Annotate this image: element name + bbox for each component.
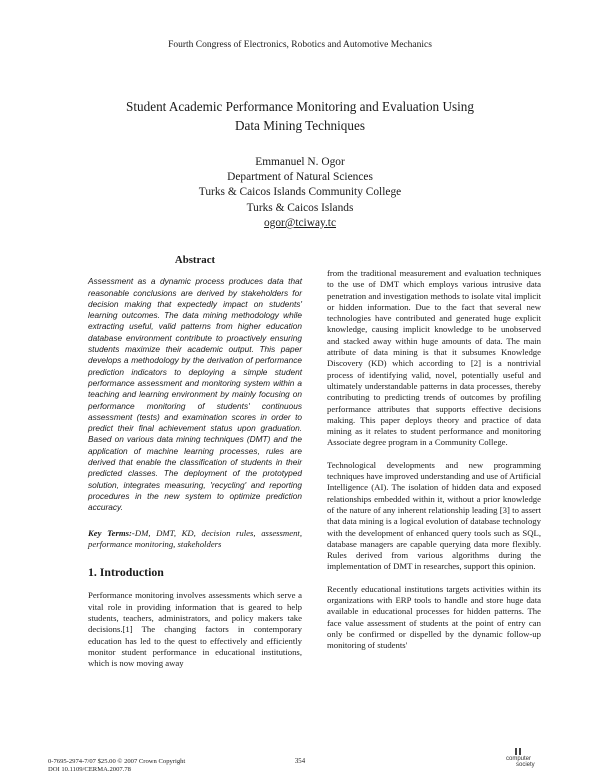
intro-paragraph-4: Recently educational institutions targets activities within its organizations with ERP tools to handle and store huge data available in educational processes for hidden patterns. The face value assessment of students at the point of entry can only be confirmed or dispelled by the dynamic follow-up monitoring of students' [327,583,541,651]
abstract-heading: Abstract [174,254,216,266]
paper-title [90,97,510,135]
section-heading: 1. Introduction [88,565,164,580]
author-block [0,155,600,231]
footer-isbn: 0-7695-2974-7/07 $25.00 © 2007 Crown Copyright [48,758,186,765]
affiliation-location: Turks & Caicos Islands [246,201,354,214]
computer-society-logo [504,748,552,770]
key-terms-label: Key Terms:- [88,527,135,538]
affiliation-college: Turks & Caicos Islands Community College [198,186,402,199]
running-header: Fourth Congress of Electronics, Robotics and Automotive Mechanics [168,40,432,50]
intro-paragraph-3: Technological developments and new programming techniques have improved understanding and use of Artificial Intelligence (AI). The isolation of hidden data and exposed relationships embedded within it, without a prior knowledge of the nature of any inherent relationship leading [3] to assert that data mining is a logical evolution of database technology with the development of enhanced query tools such as SQL, database managers are capable querying data more flexibly. Rules derived from various algorithms during the implementation of DMT in researches, support this opinion. [327,459,541,572]
affiliation-department: Department of Natural Sciences [227,171,373,184]
paper-title-line-2: Data Mining Techniques [235,118,365,133]
footer-doi: DOI 10.1109/CERMA.2007.78 [48,766,131,773]
paper-title-line-1: Student Academic Performance Monitoring and Evaluation Using [126,99,474,114]
page-number: 354 [294,758,306,765]
logo-text-line-2: society [516,762,535,768]
key-terms-text: DM, DMT, KD, decision rules, assessment, performance monitoring, stakeholders [88,527,302,549]
logo-text-line-1: computer [506,756,532,762]
key-terms [88,528,302,551]
intro-paragraph-2: from the traditional measurement and evaluation techniques to the use of DMT which employs various intrusive data penetration and investigation methods to isolate vital implicit or hidden information. Due to the fact that several new technologies have contributed and generated huge explicit knowledge, causing implicit knowledge to be unobserved and stacked away within huge amounts of data. The main attribute of data mining is that it subsumes Knowledge Discovery (KD) which according to [2] is a nontrivial process of identifying valid, novel, potentially useful and ultimately understandable patterns in data processes, thereby contributing to predicting trends of outcomes by profiling performance attributes that supports effective decisions making. This paper deploys theory and practice of data mining as it relates to student performance and monitoring Associate degree program in a Community College. [327,268,541,448]
author-email-link[interactable]: ogor@tciway.tc [263,216,337,229]
right-column [327,268,541,652]
intro-paragraph-1: Performance monitoring involves assessments which serve a vital role in providing information that is geared to help students, teachers, administrators, and policy makers take decisions.[1] The changing factors in contemporary education has led to the quest to effectively and efficiently monitor student performance in educational institutions, which is now moving away [88,590,302,669]
abstract-text: Assessment as a dynamic process produces data that reasonable conclusions are derived by stakeholders for decision making that expectedly impact on students' learning outcomes. The data mining methodology while extracting useful, valid patterns from higher education database environment contribute to proactively ensuring students maximize their academic output. This paper develops a methodology by the derivation of performance prediction indicators to deploying a simple student performance assessment and monitoring system within a teaching and learning environment by mainly focusing on performance monitoring of students' continuous assessment (tests) and examination scores in order to predict their final achievement status upon graduation. Based on various data mining techniques (DMT) and the application of machine learning processes, rules are derived that enable the classification of students in their predicted classes. The deployment of the prototyped solution, integrates measuring, 'recycling' and reporting procedures in the new system to optimize prediction accuracy. [88,276,302,513]
logo-mark-icon [514,748,526,756]
author-name: Emmanuel N. Ogor [255,156,345,168]
left-column [88,253,302,670]
